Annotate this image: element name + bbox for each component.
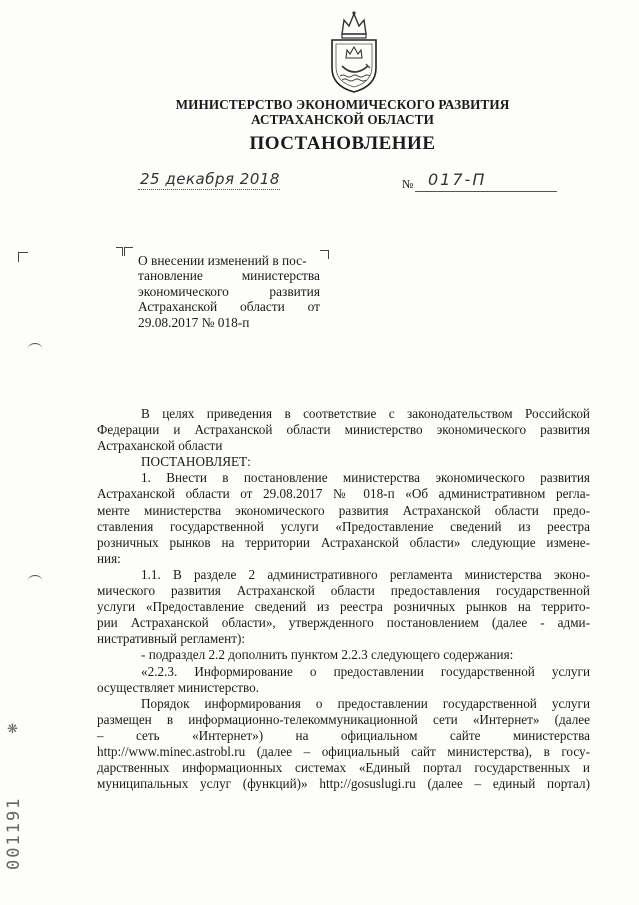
subject-block [138,253,320,330]
body-line: менте министерства экономического развития Астраханской области предо- [97,502,590,518]
subject-corner-mark-outer [116,247,123,256]
body-line: 1.1. В разделе 2 административного регламента министерства эконо- [141,566,590,582]
body-line-resolves: ПОСТАНОВЛЯЕТ: [141,454,251,470]
body-line: 1. Внести в постановление министерства экономического развития [141,470,590,486]
body-line: «2.2.3. Информирование о предоставлении государственной услуги [141,663,590,679]
subject-line: тановление министерства [138,268,320,284]
subject-corner-mark-left [124,247,133,256]
document-title: ПОСТАНОВЛЕНИЕ [249,133,436,154]
registry-serial-number: 001191 [4,796,24,870]
body-line: рии Астраханской области», утвержденного постановлением (далее - адми- [97,615,590,631]
body-line: Астраханской области [97,438,223,454]
handwritten-date: 25 декабря 2018 [140,170,280,188]
body-line: муниципальных услуг (функций)» http://gosuslugi.ru (далее – единый портал) [97,776,590,792]
subject-line: О внесении изменений в пос- [138,253,307,268]
body-line: дарственных информационных системах «Единый портал государственных и [97,760,590,776]
body-line: осуществляет министерство. [97,679,259,695]
subject-line: 29.08.2017 № 018-п [138,314,250,330]
document-body [97,406,590,792]
body-line: мического развития Астраханской области предоставления государственной [97,583,590,599]
body-line: нистративный регламент): [97,631,246,647]
ministry-name-line2: АСТРАХАНСКОЙ ОБЛАСТИ [251,112,434,127]
body-line: размещен в информационно-телекоммуникационной сети «Интернет» (далее [97,711,590,727]
body-line: Порядок информирования о предоставлении государственной услуги [141,695,590,711]
body-line: Федерации и Астраханской области министерство экономического развития [97,422,590,438]
handwritten-number: 017-П [428,170,487,189]
body-line: – сеть «Интернет») на официальном сайте министерства [97,727,590,743]
subject-line: Астраханской области от [138,299,320,315]
body-line: услуги «Предоставление сведений из реестра розничных рынков на террито- [97,599,590,615]
body-line: ния: [97,550,121,566]
coat-of-arms-icon [326,10,382,94]
registry-star-icon: ❋ [7,721,18,736]
subject-corner-mark-right [320,250,329,259]
number-underline [415,191,557,192]
ministry-name-line1: МИНИСТЕРСТВО ЭКОНОМИЧЕСКОГО РАЗВИТИЯ [175,97,510,112]
body-line: розничных рынков на территории Астраханской области» следующие измене- [97,534,590,550]
number-label: № [402,177,414,191]
punch-hole-mark [28,575,42,586]
body-line: В целях приведения в соответствие с законодательством Российской [141,406,590,421]
body-line: - подраздел 2.2 дополнить пунктом 2.2.3 следующего содержания: [141,647,514,663]
body-line: http://www.minec.astrobl.ru (далее – официальный сайт министерства), в госу- [97,743,590,759]
margin-corner-mark [18,252,28,262]
subject-line: экономического развития [138,283,320,299]
punch-hole-mark [28,343,42,354]
body-line: ставления государственной услуги «Предоставление сведений из реестра [97,518,590,534]
body-line: Астраханской области от 29.08.2017 № 018-п «Об административном регла- [97,486,590,502]
date-underline [138,189,280,190]
